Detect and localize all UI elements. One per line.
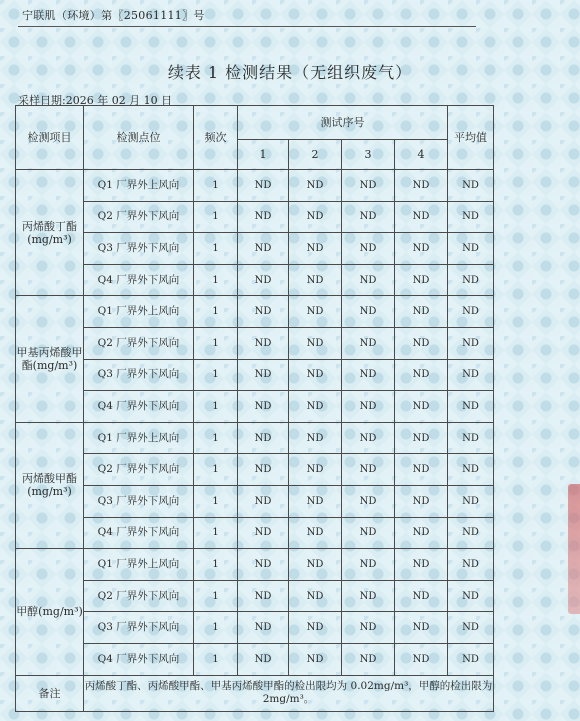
test-item-cell: 丙烯酸丁酯(mg/m³) <box>16 170 84 296</box>
value-cell-4: ND <box>395 170 448 202</box>
average-cell: ND <box>448 643 494 675</box>
point-cell: Q1 厂界外上风向 <box>84 170 194 202</box>
point-cell: Q1 厂界外上风向 <box>84 296 194 328</box>
table-row <box>16 359 494 391</box>
average-cell: ND <box>448 580 494 612</box>
table-row <box>16 422 494 454</box>
table-row <box>16 233 494 265</box>
header-seq-3: 3 <box>342 140 395 170</box>
point-cell: Q1 厂界外上风向 <box>84 549 194 581</box>
frequency-cell: 1 <box>194 359 238 391</box>
value-cell-4: ND <box>395 612 448 644</box>
note-text: 丙烯酸丁酯、丙烯酸甲酯、甲基丙烯酸甲酯的检出限均为 0.02mg/m³，甲醇的检出限为 2mg/m³。 <box>84 675 494 711</box>
value-cell-4: ND <box>395 264 448 296</box>
value-cell-2: ND <box>289 170 342 202</box>
value-cell-2: ND <box>289 580 342 612</box>
results-body <box>16 170 494 676</box>
average-cell: ND <box>448 264 494 296</box>
note-label: 备注 <box>16 675 84 711</box>
frequency-cell: 1 <box>194 201 238 233</box>
average-cell: ND <box>448 549 494 581</box>
average-cell: ND <box>448 391 494 423</box>
test-item-cell: 丙烯酸甲酯(mg/m³) <box>16 422 84 548</box>
value-cell-1: ND <box>238 580 289 612</box>
value-cell-1: ND <box>238 612 289 644</box>
point-cell: Q2 厂界外下风向 <box>84 580 194 612</box>
point-cell: Q4 厂界外下风向 <box>84 643 194 675</box>
point-cell: Q3 厂界外下风向 <box>84 359 194 391</box>
sampling-date: 采样日期:2026 年 02 月 10 日 <box>18 94 173 107</box>
value-cell-3: ND <box>342 264 395 296</box>
value-cell-1: ND <box>238 391 289 423</box>
average-cell: ND <box>448 454 494 486</box>
value-cell-2: ND <box>289 549 342 581</box>
table-row <box>16 170 494 202</box>
frequency-cell: 1 <box>194 327 238 359</box>
value-cell-3: ND <box>342 580 395 612</box>
table-row <box>16 391 494 423</box>
value-cell-1: ND <box>238 327 289 359</box>
value-cell-3: ND <box>342 549 395 581</box>
value-cell-2: ND <box>289 201 342 233</box>
value-cell-1: ND <box>238 454 289 486</box>
report-reference-number: 宁联肌（环境）第〖25061111〗号 <box>22 9 205 22</box>
value-cell-2: ND <box>289 454 342 486</box>
value-cell-4: ND <box>395 485 448 517</box>
value-cell-1: ND <box>238 170 289 202</box>
value-cell-1: ND <box>238 296 289 328</box>
table-row <box>16 549 494 581</box>
frequency-cell: 1 <box>194 296 238 328</box>
table-row <box>16 580 494 612</box>
frequency-cell: 1 <box>194 422 238 454</box>
value-cell-3: ND <box>342 359 395 391</box>
average-cell: ND <box>448 233 494 265</box>
table-row <box>16 327 494 359</box>
value-cell-1: ND <box>238 233 289 265</box>
value-cell-3: ND <box>342 454 395 486</box>
value-cell-3: ND <box>342 643 395 675</box>
value-cell-1: ND <box>238 264 289 296</box>
test-item-cell: 甲基丙烯酸甲酯(mg/m³) <box>16 296 84 422</box>
average-cell: ND <box>448 327 494 359</box>
frequency-cell: 1 <box>194 264 238 296</box>
point-cell: Q3 厂界外下风向 <box>84 485 194 517</box>
header-divider <box>18 26 476 27</box>
test-item-cell: 甲醇(mg/m³) <box>16 549 84 675</box>
value-cell-2: ND <box>289 391 342 423</box>
value-cell-3: ND <box>342 485 395 517</box>
value-cell-1: ND <box>238 485 289 517</box>
value-cell-4: ND <box>395 296 448 328</box>
average-cell: ND <box>448 170 494 202</box>
value-cell-4: ND <box>395 454 448 486</box>
value-cell-2: ND <box>289 359 342 391</box>
header-seq-2: 2 <box>289 140 342 170</box>
frequency-cell: 1 <box>194 233 238 265</box>
average-cell: ND <box>448 517 494 549</box>
value-cell-4: ND <box>395 391 448 423</box>
average-cell: ND <box>448 422 494 454</box>
point-cell: Q2 厂界外下风向 <box>84 201 194 233</box>
table-title: 续表 1 检测结果（无组织废气） <box>167 63 413 82</box>
value-cell-3: ND <box>342 391 395 423</box>
average-cell: ND <box>448 359 494 391</box>
value-cell-2: ND <box>289 233 342 265</box>
point-cell: Q4 厂界外下风向 <box>84 517 194 549</box>
value-cell-2: ND <box>289 296 342 328</box>
point-cell: Q4 厂界外下风向 <box>84 391 194 423</box>
table-row <box>16 264 494 296</box>
frequency-cell: 1 <box>194 643 238 675</box>
frequency-cell: 1 <box>194 580 238 612</box>
value-cell-3: ND <box>342 612 395 644</box>
table-row <box>16 643 494 675</box>
table-row <box>16 454 494 486</box>
value-cell-3: ND <box>342 170 395 202</box>
header-item: 检测项目 <box>16 106 84 170</box>
value-cell-4: ND <box>395 359 448 391</box>
value-cell-4: ND <box>395 549 448 581</box>
value-cell-1: ND <box>238 422 289 454</box>
value-cell-4: ND <box>395 327 448 359</box>
average-cell: ND <box>448 201 494 233</box>
results-table <box>15 105 494 712</box>
header-average: 平均值 <box>448 106 494 170</box>
table-row <box>16 485 494 517</box>
header-frequency: 频次 <box>194 106 238 170</box>
table-row <box>16 201 494 233</box>
red-seal-stamp <box>568 484 580 614</box>
value-cell-2: ND <box>289 264 342 296</box>
value-cell-4: ND <box>395 643 448 675</box>
header-test-sequence: 测试序号 <box>238 106 448 140</box>
value-cell-3: ND <box>342 233 395 265</box>
value-cell-4: ND <box>395 201 448 233</box>
header-point: 检测点位 <box>84 106 194 170</box>
value-cell-4: ND <box>395 422 448 454</box>
point-cell: Q4 厂界外下风向 <box>84 264 194 296</box>
value-cell-3: ND <box>342 517 395 549</box>
value-cell-2: ND <box>289 612 342 644</box>
value-cell-2: ND <box>289 422 342 454</box>
point-cell: Q3 厂界外下风向 <box>84 233 194 265</box>
frequency-cell: 1 <box>194 391 238 423</box>
value-cell-4: ND <box>395 580 448 612</box>
value-cell-2: ND <box>289 643 342 675</box>
table-row <box>16 612 494 644</box>
value-cell-1: ND <box>238 517 289 549</box>
value-cell-2: ND <box>289 517 342 549</box>
value-cell-4: ND <box>395 517 448 549</box>
value-cell-2: ND <box>289 485 342 517</box>
value-cell-1: ND <box>238 359 289 391</box>
table-row <box>16 296 494 328</box>
value-cell-3: ND <box>342 296 395 328</box>
table-row <box>16 517 494 549</box>
value-cell-1: ND <box>238 201 289 233</box>
frequency-cell: 1 <box>194 612 238 644</box>
frequency-cell: 1 <box>194 485 238 517</box>
frequency-cell: 1 <box>194 549 238 581</box>
point-cell: Q3 厂界外下风向 <box>84 612 194 644</box>
header-seq-4: 4 <box>395 140 448 170</box>
average-cell: ND <box>448 296 494 328</box>
value-cell-1: ND <box>238 643 289 675</box>
value-cell-3: ND <box>342 422 395 454</box>
average-cell: ND <box>448 612 494 644</box>
value-cell-3: ND <box>342 201 395 233</box>
frequency-cell: 1 <box>194 454 238 486</box>
header-seq-1: 1 <box>238 140 289 170</box>
point-cell: Q2 厂界外下风向 <box>84 327 194 359</box>
value-cell-1: ND <box>238 549 289 581</box>
frequency-cell: 1 <box>194 517 238 549</box>
value-cell-4: ND <box>395 233 448 265</box>
point-cell: Q1 厂界外上风向 <box>84 422 194 454</box>
value-cell-2: ND <box>289 327 342 359</box>
value-cell-3: ND <box>342 327 395 359</box>
frequency-cell: 1 <box>194 170 238 202</box>
average-cell: ND <box>448 485 494 517</box>
point-cell: Q2 厂界外下风向 <box>84 454 194 486</box>
